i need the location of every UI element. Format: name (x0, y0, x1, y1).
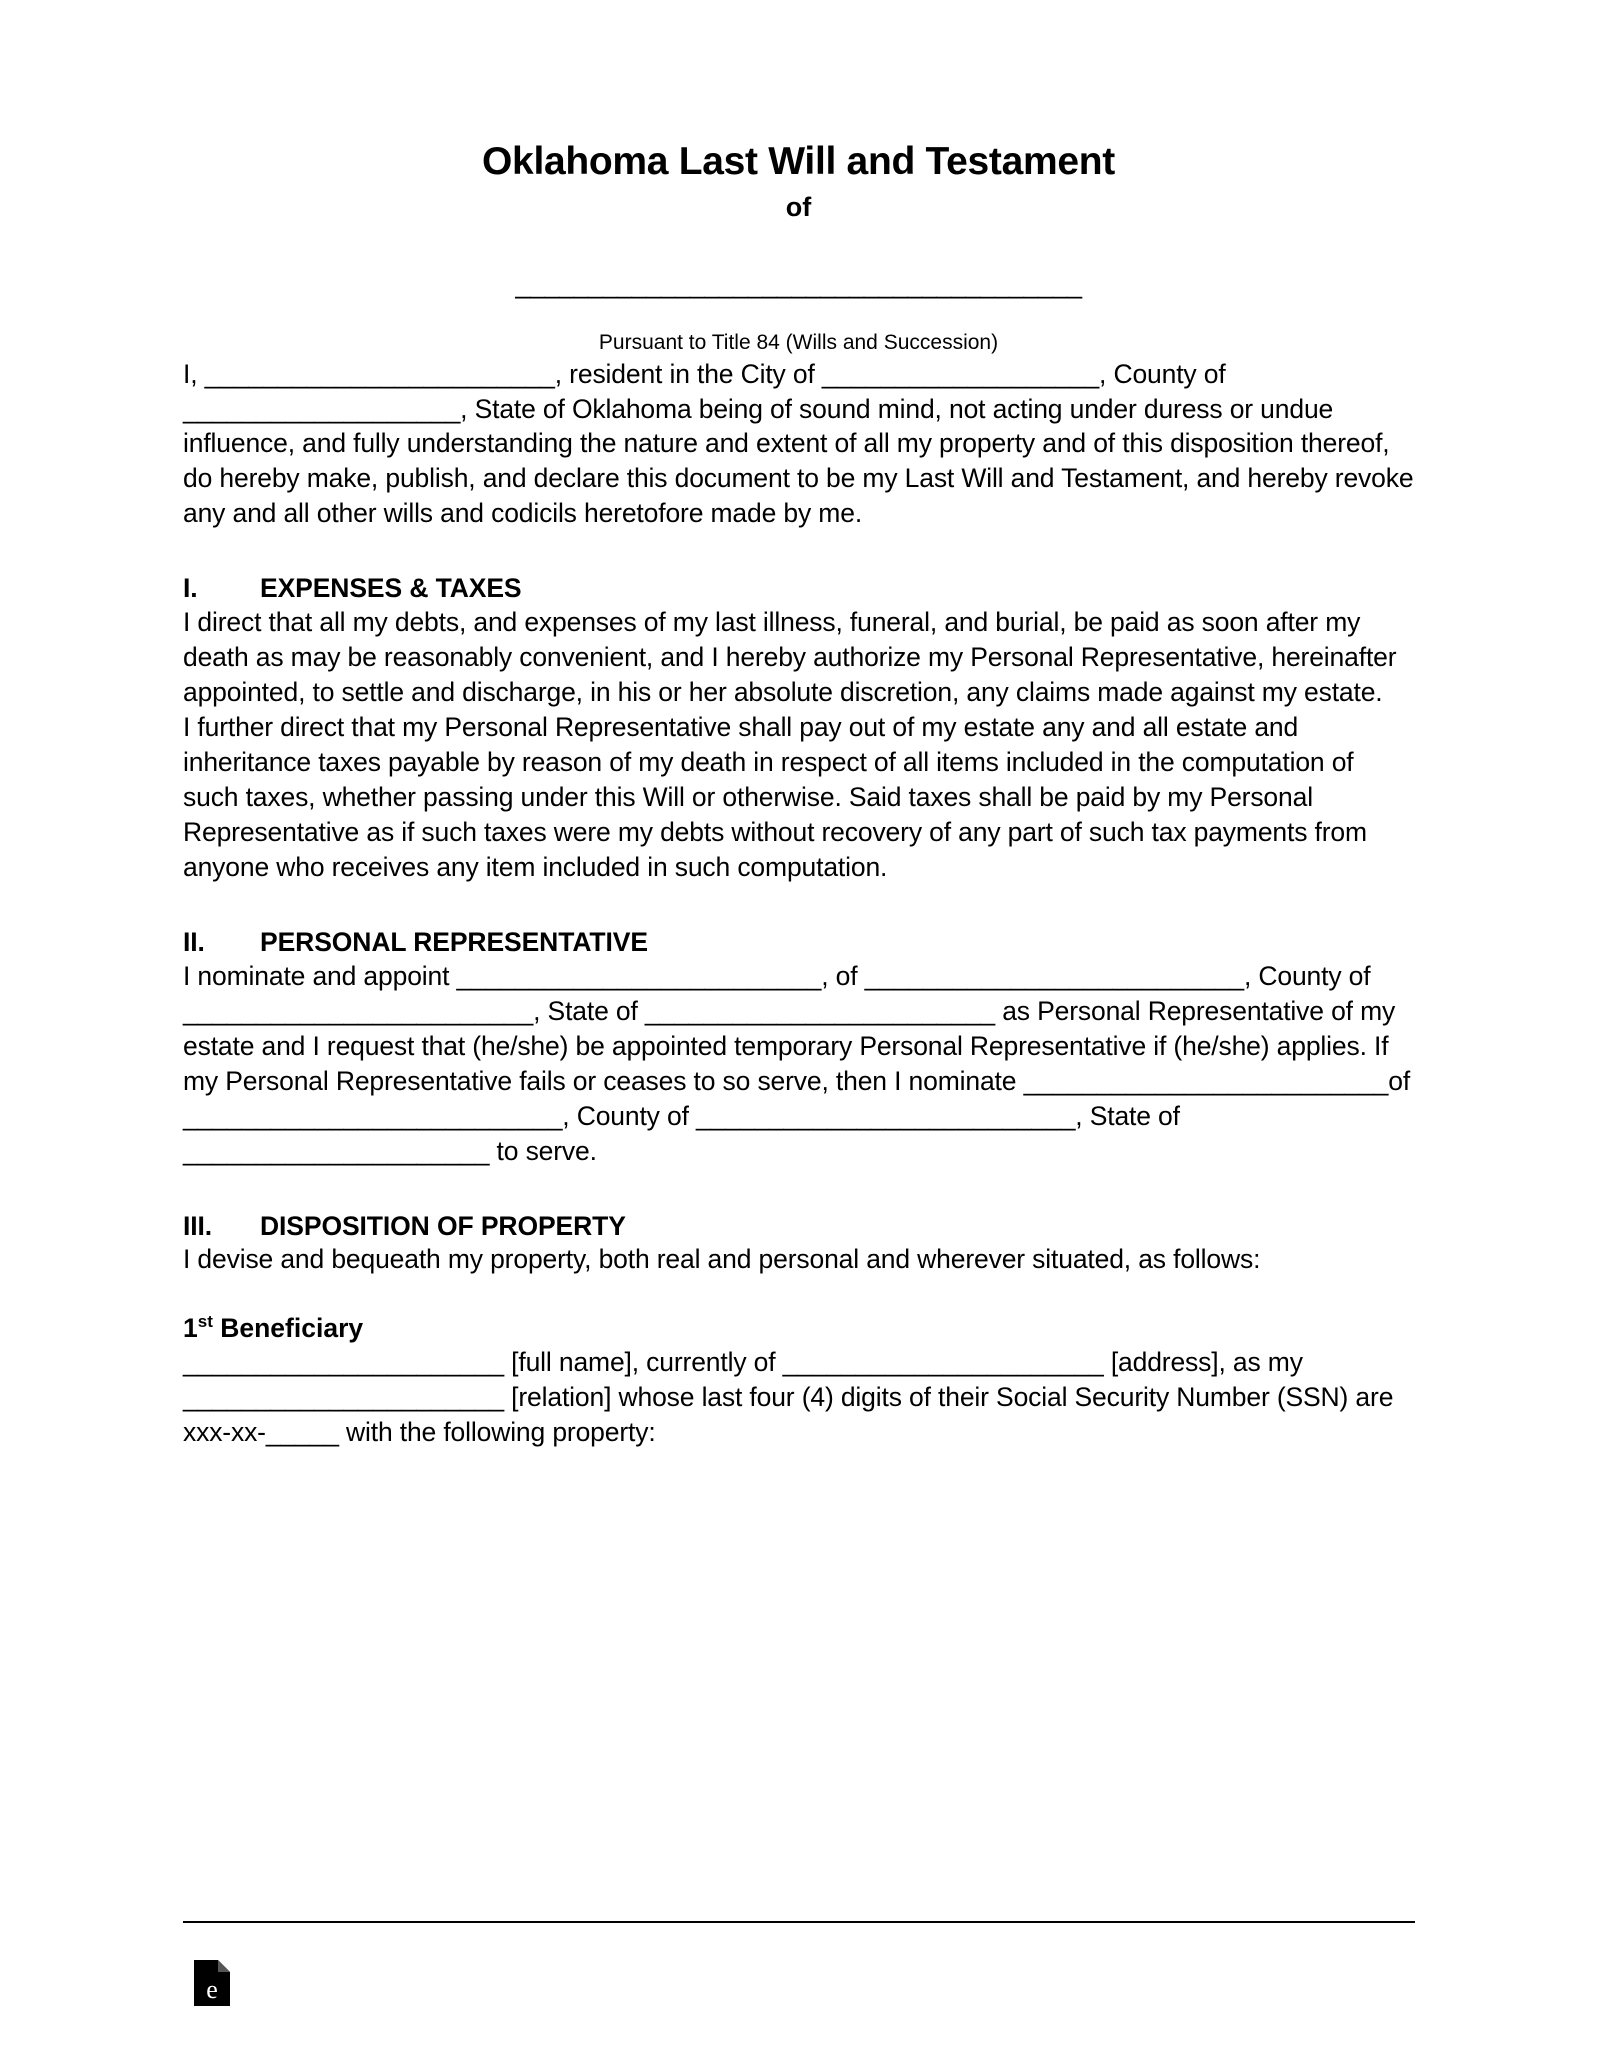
section-title-1: EXPENSES & TAXES (260, 573, 522, 604)
section-title-2: PERSONAL REPRESENTATIVE (260, 926, 648, 957)
first-beneficiary-heading (183, 1313, 1414, 1345)
footer-divider (183, 1921, 1415, 1923)
section-heading-disposition-of-property (183, 1211, 1414, 1243)
page-subtitle: of (785, 191, 812, 222)
section-title-3: DISPOSITION OF PROPERTY (260, 1210, 626, 1241)
statute-reference: Pursuant to Title 84 (Wills and Succession) (598, 331, 999, 355)
section-1-paragraph-2: I further direct that my Personal Representative shall pay out of my estate any and all estate and inheritance taxes payable by reason of my death in respect of all items included in the computation of such taxes, whether passing under this Will or otherwise. Said taxes shall be paid by my Personal Representative as if such taxes were my debts without recovery of any part of such tax payments from anyone who receives any item included in such computation. (183, 712, 1367, 882)
document-body (183, 0, 1414, 1450)
section-number-3: III. (183, 1210, 213, 1241)
intro-paragraph: I, ________________________, resident in the City of ___________________, County of ___________________, State of Oklahoma being of sound mind, not acting under duress or undue influence, and fully understanding the nature and extent of all my property and of this disposition thereof, do hereby make, publish, and declare this document to be my Last Will and Testament, and hereby revoke any and all other wills and codicils heretofore made by me. (183, 358, 1414, 529)
section-3-paragraph-1: I devise and bequeath my property, both real and personal and wherever situated, as follows: (183, 1244, 1261, 1275)
section-number-1: I. (183, 573, 198, 604)
section-number-2: II. (183, 926, 205, 957)
testator-name-blank: _______________________________________ (515, 269, 1082, 300)
first-beneficiary-label: Beneficiary (212, 1313, 364, 1344)
section-heading-expenses-taxes (183, 573, 1414, 605)
first-beneficiary-ordinal-suffix: st (197, 1312, 213, 1332)
svg-text:e: e (206, 1975, 218, 2004)
first-beneficiary-paragraph: ______________________ [full name], currently of ______________________ [address], as my ______________________ [relation] whose last four (4) digits of their Social Security Number (SSN) are xxx-xx-_____ with the following property: (183, 1347, 1394, 1448)
section-heading-personal-representative (183, 927, 1414, 959)
testator-name-blank-row (183, 269, 1414, 303)
section-2-paragraph-1: I nominate and appoint _________________________, of __________________________, County of ________________________, State of ________________________ as Personal Representative of my estate and I request that (he/she) be appointed temporary Personal Representative if (he/she) applies. If my Personal Representative fails or ceases to so serve, then I nominate _________________________of __________________________, County of __________________________, State of _____________________ to serve. (183, 960, 1411, 1166)
page-title: Oklahoma Last Will and Testament (482, 140, 1115, 183)
first-beneficiary-ordinal: 1 (183, 1313, 198, 1344)
section-1-paragraph-1: I direct that all my debts, and expenses of my last illness, funeral, and burial, be paid as soon after my death as may be reasonably convenient, and I hereby authorize my Personal Representative, hereinafter appointed, to settle and discharge, in his or her absolute discretion, any claims made against my estate. (183, 607, 1397, 708)
eforms-logo-icon (192, 1958, 232, 2008)
